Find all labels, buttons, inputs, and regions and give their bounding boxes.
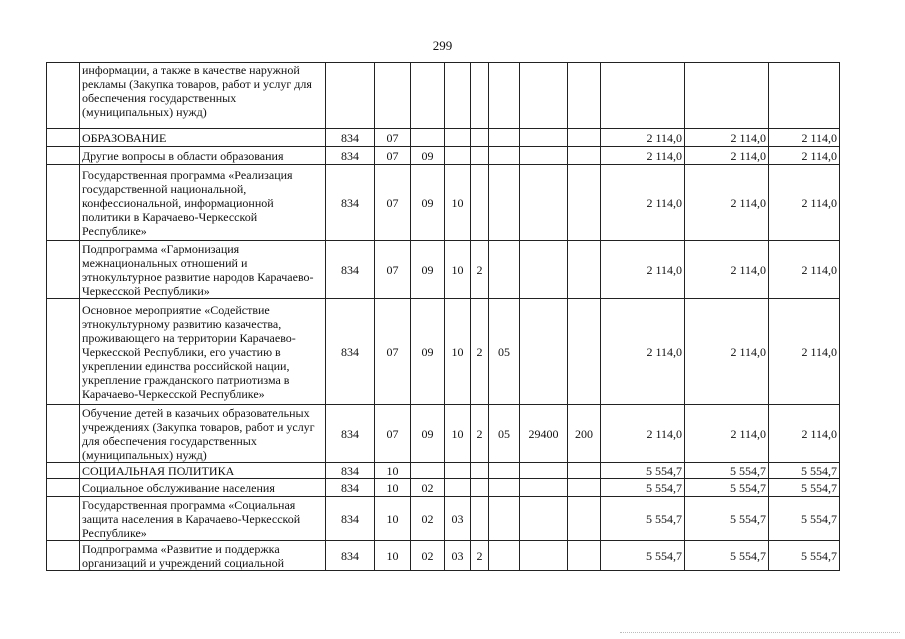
item-name: ОБРАЗОВАНИЕ [80, 129, 326, 147]
expense-type-code [568, 497, 601, 541]
amount-year-1: 2 114,0 [601, 241, 685, 299]
amount-year-3: 2 114,0 [769, 165, 840, 241]
subsection-code [411, 63, 445, 129]
program-code: 10 [445, 299, 471, 405]
subprogram-code: 2 [471, 405, 489, 463]
amount-year-1: 2 114,0 [601, 405, 685, 463]
row-number-cell [47, 129, 80, 147]
amount-year-2: 2 114,0 [685, 241, 769, 299]
direction-code [520, 241, 568, 299]
amount-year-3: 5 554,7 [769, 497, 840, 541]
item-name: Другие вопросы в области образования [80, 147, 326, 165]
subsection-code: 09 [411, 405, 445, 463]
expense-type-code [568, 165, 601, 241]
measure-code: 05 [489, 299, 520, 405]
amount-year-2: 5 554,7 [685, 479, 769, 497]
row-number-cell [47, 463, 80, 479]
amount-year-1: 5 554,7 [601, 479, 685, 497]
section-code: 07 [375, 405, 411, 463]
amount-year-3: 5 554,7 [769, 479, 840, 497]
direction-code [520, 63, 568, 129]
program-code [445, 479, 471, 497]
amount-year-2: 5 554,7 [685, 497, 769, 541]
subprogram-code [471, 129, 489, 147]
section-code: 07 [375, 241, 411, 299]
measure-code [489, 63, 520, 129]
subprogram-code [471, 463, 489, 479]
expense-type-code [568, 299, 601, 405]
subsection-code: 02 [411, 497, 445, 541]
amount-year-1: 2 114,0 [601, 129, 685, 147]
measure-code [489, 497, 520, 541]
row-number-cell [47, 147, 80, 165]
item-name: Государственная программа «Реализация государственной национальной, конфессиональной, информационной политики в Карачаево-Черкесской Республике» [80, 165, 326, 241]
row-number-cell [47, 479, 80, 497]
amount-year-1: 5 554,7 [601, 463, 685, 479]
budget-table [46, 62, 840, 571]
direction-code: 29400 [520, 405, 568, 463]
subprogram-code: 2 [471, 299, 489, 405]
program-code: 10 [445, 405, 471, 463]
amount-year-2: 2 114,0 [685, 129, 769, 147]
subprogram-code: 2 [471, 241, 489, 299]
row-number-cell [47, 241, 80, 299]
subsection-code: 09 [411, 299, 445, 405]
measure-code [489, 129, 520, 147]
measure-code [489, 541, 520, 571]
grbs-code [326, 63, 375, 129]
direction-code [520, 129, 568, 147]
measure-code: 05 [489, 405, 520, 463]
grbs-code: 834 [326, 497, 375, 541]
section-code: 07 [375, 165, 411, 241]
section-code: 10 [375, 479, 411, 497]
measure-code [489, 165, 520, 241]
grbs-code: 834 [326, 147, 375, 165]
row-number-cell [47, 299, 80, 405]
amount-year-2: 2 114,0 [685, 405, 769, 463]
section-code: 07 [375, 147, 411, 165]
subsection-code: 09 [411, 165, 445, 241]
amount-year-1: 2 114,0 [601, 147, 685, 165]
item-name: Обучение детей в казачьих образовательных учреждениях (Закупка товаров, работ и услуг для обеспечения государственных (муниципальных) нужд) [80, 405, 326, 463]
section-code: 10 [375, 541, 411, 571]
row-number-cell [47, 165, 80, 241]
section-code [375, 63, 411, 129]
row-number-cell [47, 497, 80, 541]
measure-code [489, 241, 520, 299]
subprogram-code [471, 479, 489, 497]
direction-code [520, 165, 568, 241]
row-number-cell [47, 63, 80, 129]
section-code: 07 [375, 299, 411, 405]
amount-year-2 [685, 63, 769, 129]
grbs-code: 834 [326, 165, 375, 241]
direction-code [520, 299, 568, 405]
direction-code [520, 541, 568, 571]
amount-year-2: 2 114,0 [685, 299, 769, 405]
page-number: 299 [432, 38, 453, 53]
amount-year-1 [601, 63, 685, 129]
program-code [445, 129, 471, 147]
grbs-code: 834 [326, 463, 375, 479]
table-row [47, 129, 840, 147]
program-code: 03 [445, 541, 471, 571]
subsection-code: 02 [411, 479, 445, 497]
item-name: Основное мероприятие «Содействие этнокультурному развитию казачества, проживающего на территории Карачаево-Черкесской Республики, его участию в укреплении единства российской нации, укрепление гражданского патриотизма в Карачаево-Черкесской Республике» [80, 299, 326, 405]
item-name: Подпрограмма «Гармонизация межнациональных отношений и этнокультурное развитие народов Карачаево-Черкесской Республики» [80, 241, 326, 299]
section-code: 10 [375, 497, 411, 541]
amount-year-2: 2 114,0 [685, 165, 769, 241]
program-code [445, 63, 471, 129]
amount-year-1: 5 554,7 [601, 497, 685, 541]
subsection-code: 09 [411, 147, 445, 165]
section-code: 07 [375, 129, 411, 147]
amount-year-2: 2 114,0 [685, 147, 769, 165]
direction-code [520, 479, 568, 497]
table-row [47, 165, 840, 241]
table-row [47, 299, 840, 405]
item-name: Подпрограмма «Развитие и поддержка организаций и учреждений социальной [80, 541, 326, 571]
measure-code [489, 147, 520, 165]
expense-type-code [568, 147, 601, 165]
row-number-cell [47, 541, 80, 571]
table-row [47, 541, 840, 571]
subsection-code: 09 [411, 241, 445, 299]
amount-year-2: 5 554,7 [685, 463, 769, 479]
subprogram-code [471, 63, 489, 129]
amount-year-3: 5 554,7 [769, 463, 840, 479]
table-row [47, 63, 840, 129]
expense-type-code [568, 63, 601, 129]
subprogram-code [471, 497, 489, 541]
grbs-code: 834 [326, 129, 375, 147]
expense-type-code [568, 479, 601, 497]
program-code: 03 [445, 497, 471, 541]
direction-code [520, 463, 568, 479]
grbs-code: 834 [326, 241, 375, 299]
amount-year-2: 5 554,7 [685, 541, 769, 571]
grbs-code: 834 [326, 479, 375, 497]
expense-type-code: 200 [568, 405, 601, 463]
item-name: СОЦИАЛЬНАЯ ПОЛИТИКА [80, 463, 326, 479]
amount-year-3: 2 114,0 [769, 405, 840, 463]
amount-year-3: 2 114,0 [769, 129, 840, 147]
program-code: 10 [445, 241, 471, 299]
measure-code [489, 479, 520, 497]
direction-code [520, 147, 568, 165]
amount-year-1: 2 114,0 [601, 299, 685, 405]
program-code [445, 463, 471, 479]
table-row [47, 479, 840, 497]
subsection-code: 02 [411, 541, 445, 571]
item-name: информации, а также в качестве наружной рекламы (Закупка товаров, работ и услуг для обеспечения государственных (муниципальных) нужд) [80, 63, 326, 129]
subprogram-code [471, 165, 489, 241]
item-name: Государственная программа «Социальная защита населения в Карачаево-Черкесской Республике» [80, 497, 326, 541]
table-row [47, 497, 840, 541]
program-code: 10 [445, 165, 471, 241]
program-code [445, 147, 471, 165]
table-row [47, 463, 840, 479]
table-row [47, 241, 840, 299]
section-code: 10 [375, 463, 411, 479]
expense-type-code [568, 129, 601, 147]
subprogram-code: 2 [471, 541, 489, 571]
grbs-code: 834 [326, 299, 375, 405]
amount-year-3: 2 114,0 [769, 299, 840, 405]
grbs-code: 834 [326, 541, 375, 571]
expense-type-code [568, 541, 601, 571]
direction-code [520, 497, 568, 541]
table-row [47, 147, 840, 165]
expense-type-code [568, 241, 601, 299]
amount-year-3: 2 114,0 [769, 241, 840, 299]
subsection-code [411, 129, 445, 147]
amount-year-3: 5 554,7 [769, 541, 840, 571]
scan-artifact-line [620, 632, 900, 633]
amount-year-3: 2 114,0 [769, 147, 840, 165]
expense-type-code [568, 463, 601, 479]
measure-code [489, 463, 520, 479]
amount-year-3 [769, 63, 840, 129]
item-name: Социальное обслуживание населения [80, 479, 326, 497]
amount-year-1: 5 554,7 [601, 541, 685, 571]
row-number-cell [47, 405, 80, 463]
subprogram-code [471, 147, 489, 165]
amount-year-1: 2 114,0 [601, 165, 685, 241]
grbs-code: 834 [326, 405, 375, 463]
subsection-code [411, 463, 445, 479]
table-row [47, 405, 840, 463]
